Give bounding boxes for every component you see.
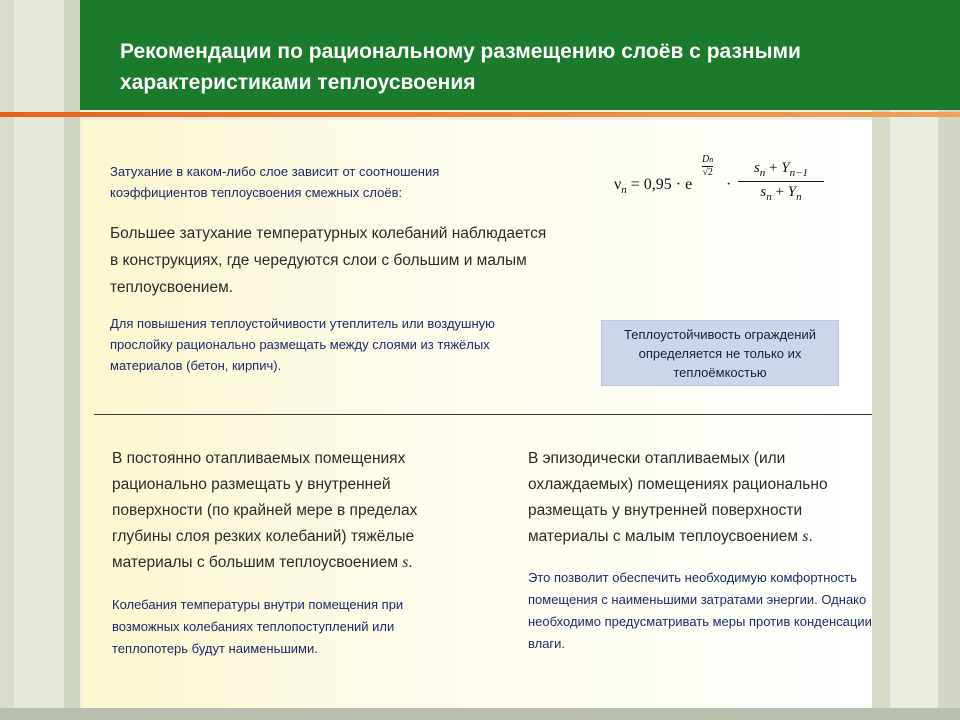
formula-den-s: s xyxy=(760,184,767,200)
right-main-var: s xyxy=(802,528,809,545)
formula-fraction xyxy=(738,160,824,203)
left-column-note: Колебания температуры внутри помещения при возможных колебаниях теплопоступлений или теплопотерь будут наименьшими. xyxy=(112,597,404,656)
formula-num-y-sub: n−1 xyxy=(789,167,809,179)
background-stripe xyxy=(0,0,14,720)
left-main-text: В постоянно отапливаемых помещениях рационально размещать у внутренней поверхности (по крайней мере в пределах глубины слоя резких колебаний) тяжёлые материалы с большим теплоусвоением xyxy=(112,450,418,571)
formula-exponent xyxy=(702,154,713,178)
attenuation-formula xyxy=(614,150,834,220)
formula-den-plus: + xyxy=(771,184,788,200)
left-main-end: . xyxy=(408,554,413,571)
accent-line xyxy=(0,112,960,117)
formula-num-y: Y xyxy=(781,160,790,176)
formula-num-plus: + xyxy=(765,160,782,176)
formula-lhs xyxy=(614,176,692,196)
slide-title: Рекомендации по рациональному размещению слоёв с разными характеристиками теплоусвоения xyxy=(120,40,801,94)
intro-text: Затухание в каком-либо слое зависит от соотношения коэффициентов теплоусвоения смежных слоёв: xyxy=(110,164,440,200)
left-column-main xyxy=(112,446,472,576)
note-box-text: Теплоустойчивость ограждений определяется не только их теплоёмкостью xyxy=(624,326,816,380)
formula-exp-den: √2 xyxy=(702,167,713,178)
right-column-main xyxy=(528,446,878,550)
formula-denominator xyxy=(738,182,824,203)
formula-nu-sub: n xyxy=(621,184,627,196)
right-main-end: . xyxy=(808,528,813,545)
formula-dot: · xyxy=(726,176,732,193)
section-divider xyxy=(94,414,872,415)
formula-numerator xyxy=(738,160,824,182)
left-main-var: s xyxy=(402,554,409,571)
formula-den-y: Y xyxy=(787,184,797,200)
background-stripe xyxy=(14,0,64,720)
advice-text: Для повышения теплоустойчивости утеплитель или воздушную прослойку рационально размещать между слоями из тяжёлых материалов (бетон, кирпич). xyxy=(110,316,495,373)
formula-exp-num: D xyxy=(702,154,710,165)
formula-nu: ν xyxy=(614,176,622,193)
formula-coefficient: = 0,95 · e xyxy=(630,176,693,193)
bottom-bar xyxy=(0,708,960,720)
formula-num-s: s xyxy=(753,160,760,176)
note-box xyxy=(601,320,839,386)
formula-num-s-sub: n xyxy=(759,167,766,179)
lead-text: Большее затухание температурных колебаний наблюдается в конструкциях, где чередуются слои с большим и малым теплоусвоением. xyxy=(110,225,547,296)
right-column-note: Это позволит обеспечить необходимую комфортность помещения с наименьшими затратами энергии. Однако необходимо предусматривать меры против конденсации влаги. xyxy=(528,570,872,651)
right-main-text: В эпизодически отапливаемых (или охлаждаемых) помещениях рационально размещать у внутренней поверхности материалы с малым теплоусвоением xyxy=(528,450,828,545)
formula-den-s-sub: n xyxy=(766,191,772,203)
formula-den-y-sub: n xyxy=(796,191,802,203)
background-stripe xyxy=(64,0,80,720)
formula-exp-num-sub: n xyxy=(709,155,714,164)
